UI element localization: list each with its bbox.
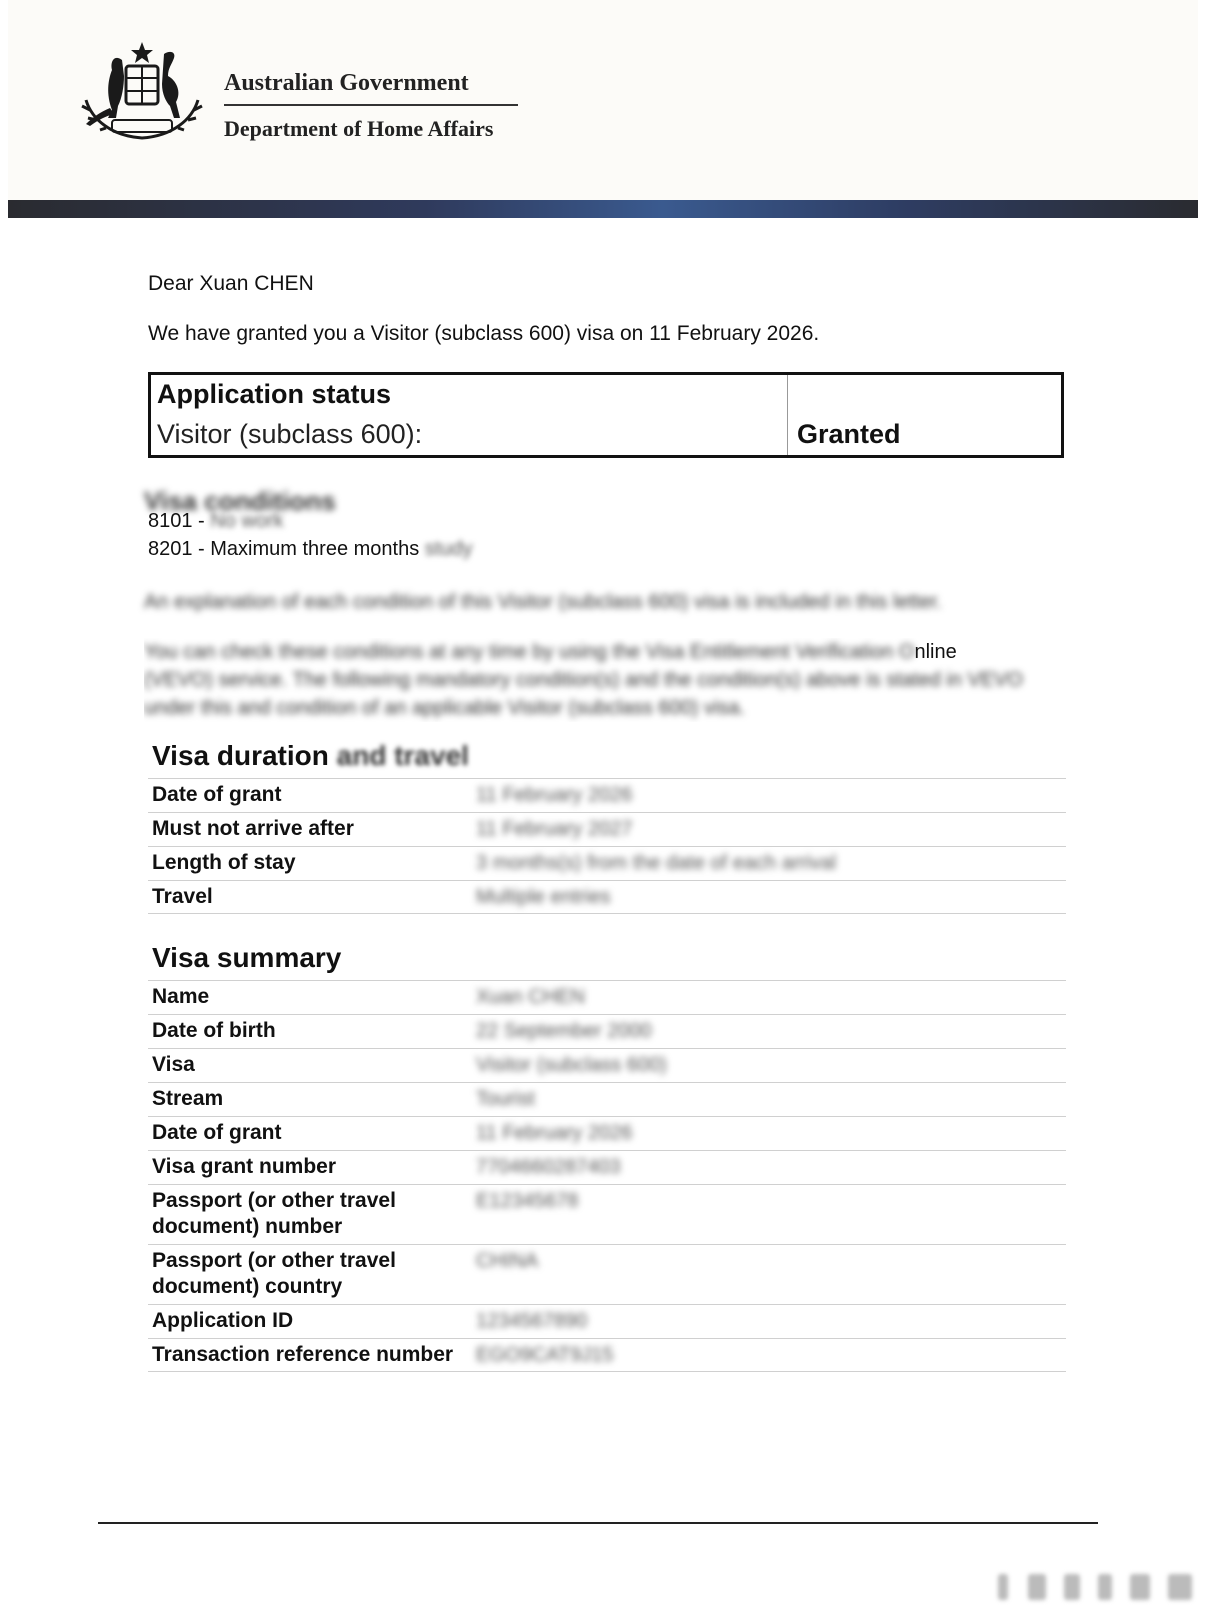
table-row — [148, 1082, 1066, 1116]
row-value: 11 February 2027 — [476, 818, 633, 840]
row-value: 7704660287403 — [476, 1156, 621, 1178]
row-value: Xuan CHEN — [476, 986, 585, 1008]
row-value: 11 February 2026 — [476, 784, 633, 806]
letterhead — [8, 0, 1198, 200]
row-value: 11 February 2026 — [476, 1122, 633, 1144]
row-value: Multiple entries — [476, 886, 611, 908]
grant-statement: We have granted you a Visitor (subclass 600) visa on 11 February 2026. — [148, 322, 820, 345]
table-row — [148, 1150, 1066, 1184]
conditions-explanation: An explanation of each condition of this Visitor (subclass 600) visa is included in this letter. — [144, 591, 942, 613]
visa-conditions-title: Visa conditions — [144, 486, 336, 516]
visa-summary-table — [148, 980, 1066, 1372]
status-value: Granted — [797, 419, 901, 449]
greeting: Dear Xuan CHEN — [148, 272, 314, 295]
table-row — [148, 1048, 1066, 1082]
vevo-text-cont: (VEVO) service. The following mandatory condition(s) and the condition(s) above is stated in VEVO under this and condition of an applicable Visitor (subclass 600) visa. — [144, 669, 1023, 719]
condition-code: 8101 - — [148, 510, 211, 532]
row-label: Stream — [152, 1087, 224, 1110]
row-value: 3 months(s) from the date of each arrival — [476, 852, 837, 874]
footer-barcode-icon — [998, 1572, 1198, 1602]
table-row — [148, 1304, 1066, 1338]
row-label: Application ID — [152, 1309, 294, 1332]
department-name: Department of Home Affairs — [224, 116, 494, 141]
row-value: E12345678 — [476, 1190, 579, 1212]
row-label: Length of stay — [152, 851, 296, 874]
row-value: CHINA — [476, 1250, 539, 1272]
row-value: 22 September 2000 — [476, 1020, 652, 1042]
condition-item — [148, 538, 473, 561]
row-label: Visa — [152, 1053, 195, 1076]
table-row — [148, 846, 1066, 880]
status-divider — [787, 375, 788, 455]
row-value: EGO9CAT9J15 — [476, 1344, 614, 1366]
visa-duration-table — [148, 778, 1066, 914]
coat-of-arms-icon — [72, 40, 212, 146]
visa-duration-title-text: Visa duration — [152, 740, 337, 771]
table-row — [148, 1116, 1066, 1150]
government-name: Australian Government — [224, 70, 469, 96]
table-row — [148, 1184, 1066, 1244]
row-label: Must not arrive after — [152, 817, 354, 840]
vevo-paragraph — [144, 638, 1064, 722]
application-status-title: Application status — [157, 379, 392, 409]
condition-text: Maximum three months — [210, 538, 420, 560]
table-row — [148, 778, 1066, 812]
row-value: Visitor (subclass 600) — [476, 1054, 667, 1076]
row-label: Date of grant — [152, 1121, 282, 1144]
row-label: Date of grant — [152, 783, 282, 806]
table-row — [148, 980, 1066, 1014]
table-row — [148, 1014, 1066, 1048]
footer-divider — [98, 1522, 1098, 1524]
row-label: Transaction reference number — [152, 1343, 454, 1366]
visa-duration-title-tail: and travel — [336, 740, 469, 771]
application-status-box — [148, 372, 1064, 458]
visa-grant-letter — [8, 0, 1198, 1600]
vevo-text: You can check these conditions at any time by using the Visa Entitlement Verification O — [144, 641, 915, 663]
row-label: Date of birth — [152, 1019, 276, 1042]
row-label: Travel — [152, 885, 213, 908]
row-label: Visa grant number — [152, 1155, 336, 1178]
row-label: Passport (or other travel document) number — [152, 1189, 396, 1238]
table-row — [148, 1338, 1066, 1372]
table-row — [148, 812, 1066, 846]
condition-code: 8201 - — [148, 538, 211, 560]
table-row — [148, 880, 1066, 914]
header-color-band — [8, 200, 1198, 218]
condition-text: No work — [210, 510, 284, 532]
status-visa-label: Visitor (subclass 600): — [157, 419, 423, 449]
row-value: Tourist — [476, 1088, 535, 1110]
row-label: Passport (or other travel document) country — [152, 1249, 396, 1298]
visa-summary-title: Visa summary — [152, 942, 342, 973]
condition-text-tail: study — [419, 538, 473, 560]
header-divider — [224, 104, 518, 106]
row-value: 1234567890 — [476, 1310, 588, 1332]
row-label: Name — [152, 985, 210, 1008]
condition-item — [148, 510, 284, 533]
table-row — [148, 1244, 1066, 1304]
visa-duration-title — [152, 740, 469, 772]
vevo-text-tail: nline — [914, 641, 957, 663]
